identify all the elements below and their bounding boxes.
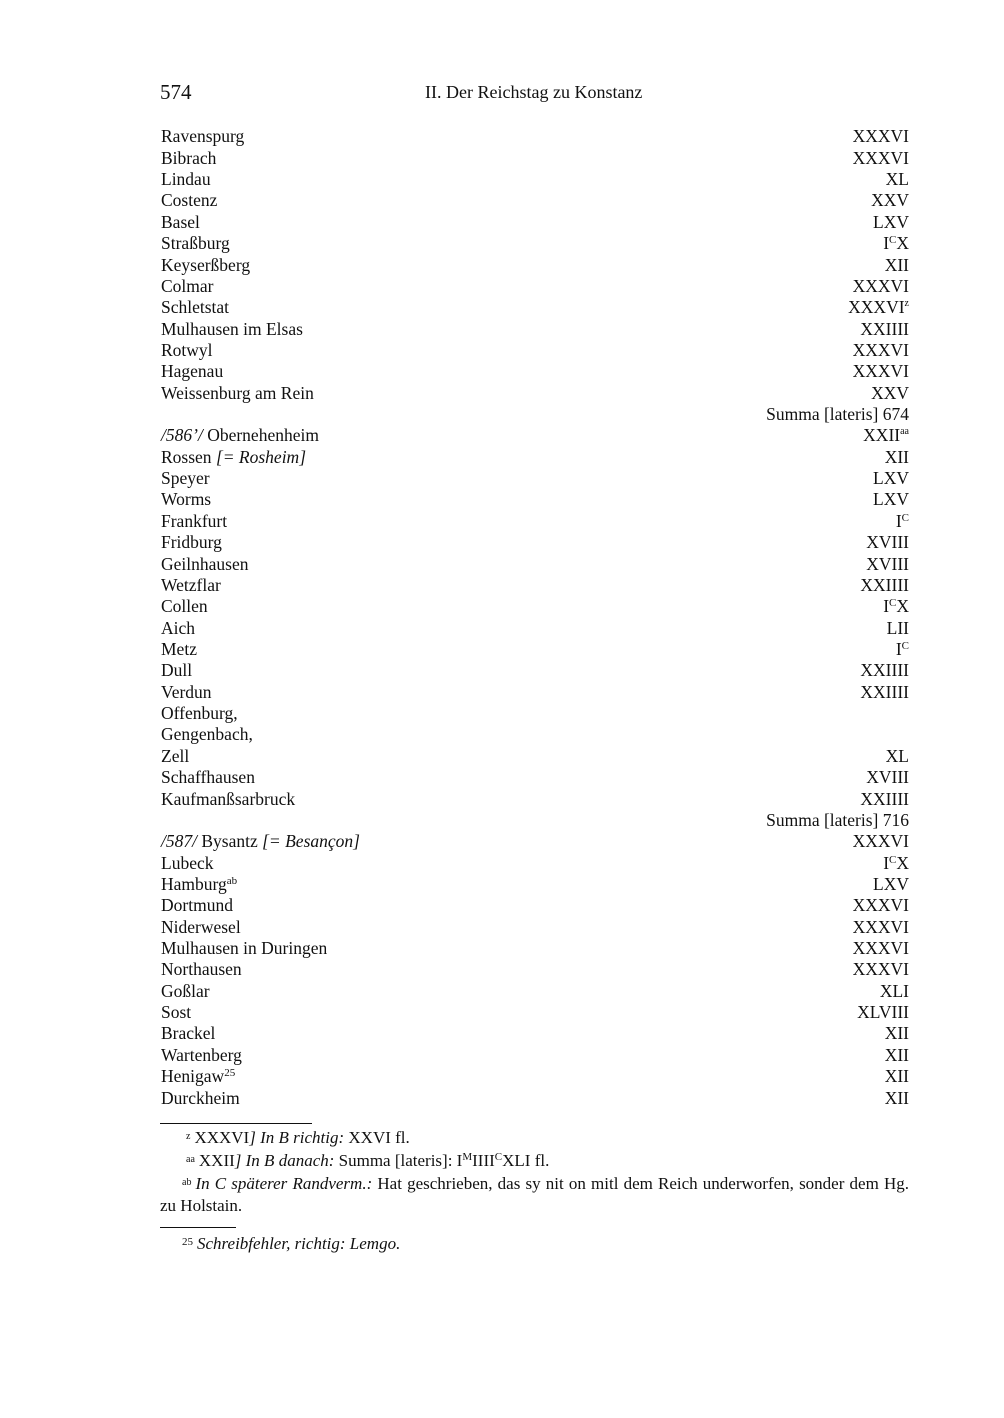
- place-name: [161, 703, 238, 724]
- table-row: [161, 425, 909, 446]
- place-text: Lubeck: [161, 852, 214, 873]
- amount-value: [853, 917, 909, 938]
- table-row: [161, 297, 909, 318]
- place-text: Rotwyl: [161, 339, 213, 360]
- amount-value: [885, 1088, 909, 1109]
- amount-text: LXV: [873, 468, 909, 489]
- table-row: [161, 489, 909, 510]
- amount-text: I: [883, 233, 890, 254]
- table-row: [161, 617, 909, 638]
- place-text: Niderwesel: [161, 916, 241, 937]
- place-text: Fridburg: [161, 532, 222, 553]
- table-row: [161, 169, 909, 190]
- summa-text: Summa [lateris] 674: [766, 404, 909, 425]
- amount-text: XXIIII: [860, 318, 909, 339]
- amount-text: XII: [884, 254, 909, 275]
- table-row: [161, 831, 909, 852]
- amount-text: XXXVI: [852, 916, 909, 937]
- amount-text: XXXVI: [852, 895, 909, 916]
- place-name: [161, 575, 221, 596]
- folio-ref: /587/: [161, 831, 197, 852]
- table-row: [161, 767, 909, 788]
- running-head: II. Der Reichstag zu Konstanz: [425, 82, 643, 102]
- place-name: [161, 831, 360, 852]
- table-row: [161, 361, 909, 382]
- amount-value: [886, 169, 909, 190]
- amount-text: LXV: [873, 211, 909, 232]
- page-number: 574: [160, 80, 192, 104]
- place-text: Goßlar: [161, 980, 210, 1001]
- place-text: Brackel: [161, 1023, 216, 1044]
- amount-sup: C: [889, 234, 897, 247]
- amount-text: XXIIII: [860, 574, 909, 595]
- place-text: Sost: [161, 1002, 192, 1023]
- amount-text: XXII: [863, 425, 901, 446]
- summa-row: [161, 810, 909, 831]
- place-text: Collen: [161, 596, 208, 617]
- place-name: [161, 724, 253, 745]
- place-name: [161, 959, 242, 980]
- amount-note-ref: z: [904, 298, 909, 310]
- place-text: Northausen: [161, 959, 242, 980]
- amount-value: [848, 297, 909, 318]
- place-name: [161, 1045, 242, 1066]
- amount-value: [863, 425, 909, 446]
- table-row: [161, 340, 909, 361]
- place-name: [161, 319, 303, 340]
- table-row: [161, 254, 909, 275]
- place-name: [161, 789, 295, 810]
- amount-value: [885, 1045, 909, 1066]
- amount-text: XXXVI: [852, 831, 909, 852]
- table-row: [161, 938, 909, 959]
- amount-value: [886, 746, 909, 767]
- amount-text: XVIII: [866, 553, 909, 574]
- place-name: [161, 596, 208, 617]
- place-text: Mulhausen in Duringen: [161, 938, 328, 959]
- amount-text: XXXVI: [852, 147, 909, 168]
- amount-text: I: [895, 510, 902, 531]
- table-row: [161, 1002, 909, 1023]
- place-text: Kaufmanßsarbruck: [161, 788, 296, 809]
- place-gloss: [= Rosheim]: [215, 446, 307, 467]
- amount-value: [860, 575, 909, 596]
- place-text: Basel: [161, 211, 200, 232]
- amount-value: [853, 276, 909, 297]
- place-text: Schaffhausen: [161, 767, 255, 788]
- amount-text: I: [883, 852, 890, 873]
- place-name: [161, 660, 192, 681]
- place-text: Rossen: [161, 446, 216, 467]
- place-text: Frankfurt: [161, 510, 228, 531]
- amount-value: [885, 447, 909, 468]
- amount-value: [860, 789, 909, 810]
- amount-text: LII: [886, 617, 909, 638]
- place-text: Costenz: [161, 190, 218, 211]
- place-text: Schletstat: [161, 297, 230, 318]
- amount-value: [873, 212, 909, 233]
- place-text: Obernehenheim: [202, 425, 319, 446]
- amount-text: XII: [884, 1087, 909, 1108]
- amount-value: [873, 489, 909, 510]
- place-name: [161, 917, 241, 938]
- amount-text: XXXVI: [852, 361, 909, 382]
- place-name: [161, 938, 327, 959]
- amount-value: [853, 340, 909, 361]
- place-name: [161, 767, 255, 788]
- amount-text: XXXVI: [852, 959, 909, 980]
- amount-text: XXXVI: [852, 126, 909, 147]
- table-row: [161, 1044, 909, 1065]
- place-name: [161, 618, 195, 639]
- place-text: Durckheim: [161, 1087, 240, 1108]
- table-row: [161, 959, 909, 980]
- amount-value: [883, 596, 909, 617]
- table-row: [161, 980, 909, 1001]
- amount-value: [871, 383, 909, 404]
- place-text: Wartenberg: [161, 1044, 242, 1065]
- note-aa: $^{aa}$ XXII] In B danach: Summa [lateris]: $I^MIIII^CXLI$ fl.: [186, 1151, 550, 1170]
- table-row: [161, 596, 909, 617]
- table-row: [161, 276, 909, 297]
- place-text: Metz: [161, 638, 197, 659]
- amount-value: [883, 853, 909, 874]
- amount-value: [873, 874, 909, 895]
- table-row: [161, 190, 909, 211]
- amount-value: [853, 361, 909, 382]
- amount-text: XII: [884, 1044, 909, 1065]
- place-name: [161, 1066, 235, 1087]
- amount-text: LXV: [873, 873, 909, 894]
- amount-value: [853, 831, 909, 852]
- table-row: [161, 1066, 909, 1087]
- amount-value: [853, 895, 909, 916]
- amount-text: I: [883, 596, 890, 617]
- place-name: [161, 447, 306, 468]
- amount-sup: C: [889, 853, 897, 866]
- table-row: [161, 660, 909, 681]
- amount-value: [853, 126, 909, 147]
- table-row: [161, 852, 909, 873]
- amount-sup: C: [901, 511, 909, 524]
- place-name: [161, 340, 213, 361]
- place-text: Mulhausen im Elsas: [161, 318, 303, 339]
- table-row: [161, 1023, 909, 1044]
- place-text: Keyserßberg: [161, 254, 251, 275]
- amount-text: XXV: [871, 190, 909, 211]
- amount-value: [860, 319, 909, 340]
- place-name: [161, 468, 210, 489]
- place-text: Wetzflar: [161, 574, 221, 595]
- amount-text: XXV: [871, 382, 909, 403]
- place-name: [161, 190, 217, 211]
- table-row: [161, 681, 909, 702]
- amount-text: XL: [885, 745, 909, 766]
- amount-value: [866, 767, 909, 788]
- place-name: [161, 383, 314, 404]
- table-row: [161, 724, 909, 745]
- place-text: Verdun: [161, 681, 212, 702]
- footnote-separator: [160, 1123, 312, 1124]
- place-text: Zell: [161, 745, 190, 766]
- amount-value: [857, 1002, 909, 1023]
- amount-text: XII: [884, 446, 909, 467]
- table-row: [161, 874, 909, 895]
- amount-text: XXXVI: [852, 275, 909, 296]
- place-text: Dull: [161, 660, 193, 681]
- place-text: Henigaw: [161, 1066, 225, 1087]
- place-name: [161, 1023, 215, 1044]
- table-row: [161, 233, 909, 254]
- place-name: [161, 148, 216, 169]
- amount-text: XXXVI: [848, 297, 905, 318]
- place-name: [161, 276, 214, 297]
- amount-note-ref: aa: [900, 426, 909, 438]
- table-row: [161, 468, 909, 489]
- place-name: [161, 1088, 240, 1109]
- amount-text: XVIII: [866, 532, 909, 553]
- amount-text: X: [896, 233, 909, 254]
- amount-sup: C: [889, 597, 897, 610]
- place-name: [161, 361, 223, 382]
- amount-value: [871, 190, 909, 211]
- place-text: Dortmund: [161, 895, 233, 916]
- place-text: Gengenbach,: [161, 724, 253, 745]
- place-name: [161, 489, 211, 510]
- note-ab: $^{ab}$ In C späterer Randverm.: Hat geschrieben, das sy nit on mitl dem Reich underworfen, sonder dem Hg. zu Holstain.: [160, 1174, 909, 1215]
- amount-value: [866, 554, 909, 575]
- amount-text: XXIIII: [860, 681, 909, 702]
- amount-text: LXV: [873, 489, 909, 510]
- amount-value: [887, 618, 909, 639]
- amount-value: [896, 511, 909, 532]
- tax-list-table: [161, 126, 909, 1109]
- place-name: [161, 895, 233, 916]
- amount-value: [853, 148, 909, 169]
- amount-text: X: [896, 596, 909, 617]
- note-z: $^z$ XXXVI] In B richtig: XXVI fl.: [186, 1128, 410, 1147]
- place-name: [161, 981, 210, 1002]
- amount-text: XII: [884, 1023, 909, 1044]
- place-text: Colmar: [161, 275, 214, 296]
- place-name: [161, 233, 230, 254]
- place-text: Speyer: [161, 468, 210, 489]
- amount-text: XL: [885, 169, 909, 190]
- place-text: Bibrach: [161, 147, 217, 168]
- place-gloss: [= Besançon]: [262, 831, 360, 852]
- place-text: Ravenspurg: [161, 126, 245, 147]
- footnote-separator-2: [160, 1227, 236, 1228]
- amount-sup: C: [901, 639, 909, 652]
- amount-text: XLVIII: [857, 1002, 909, 1023]
- place-name: [161, 682, 212, 703]
- amount-value: [885, 1066, 909, 1087]
- place-text: Weissenburg am Rein: [161, 382, 314, 403]
- amount-text: XVIII: [866, 767, 909, 788]
- place-text: Hagenau: [161, 361, 224, 382]
- place-text: Geilnhausen: [161, 553, 249, 574]
- place-text: Aich: [161, 617, 196, 638]
- footnote-25: $^{25}$ Schreibfehler, richtig: Lemgo.: [182, 1234, 401, 1253]
- place-note-ref: 25: [224, 1067, 236, 1080]
- table-row: [161, 211, 909, 232]
- amount-value: [885, 1023, 909, 1044]
- place-name: [161, 874, 237, 895]
- amount-text: XII: [884, 1066, 909, 1087]
- critical-apparatus: [160, 1126, 909, 1217]
- summa-row: [161, 404, 909, 425]
- place-name: [161, 255, 250, 276]
- amount-value: [885, 255, 909, 276]
- place-name: [161, 639, 197, 660]
- amount-value: [873, 468, 909, 489]
- table-row: [161, 916, 909, 937]
- place-name: [161, 511, 227, 532]
- table-row: [161, 532, 909, 553]
- table-row: [161, 318, 909, 339]
- table-row: [161, 446, 909, 467]
- amount-text: XLI: [879, 980, 909, 1001]
- amount-value: [853, 959, 909, 980]
- place-text: Bysantz: [196, 831, 263, 852]
- table-row: [161, 382, 909, 403]
- table-row: [161, 745, 909, 766]
- table-row: [161, 1087, 909, 1108]
- amount-value: [860, 682, 909, 703]
- amount-text: XXXVI: [852, 938, 909, 959]
- table-row: [161, 510, 909, 531]
- amount-value: [866, 532, 909, 553]
- amount-text: I: [895, 638, 902, 659]
- amount-text: X: [896, 852, 909, 873]
- table-row: [161, 895, 909, 916]
- summa-text: Summa [lateris] 716: [766, 809, 909, 830]
- amount-text: XXIIII: [860, 788, 909, 809]
- amount-text: XXIIII: [860, 660, 909, 681]
- folio-ref: /586’/: [161, 425, 203, 446]
- place-text: Worms: [161, 489, 212, 510]
- table-row: [161, 639, 909, 660]
- place-note-ref: ab: [226, 874, 238, 887]
- table-row: [161, 788, 909, 809]
- amount-value: [860, 660, 909, 681]
- table-row: [161, 575, 909, 596]
- amount-value: [880, 981, 909, 1002]
- place-name: [161, 425, 319, 446]
- amount-value: [883, 233, 909, 254]
- place-name: [161, 297, 229, 318]
- table-row: [161, 147, 909, 168]
- place-text: Straßburg: [161, 233, 230, 254]
- place-name: [161, 532, 222, 553]
- place-name: [161, 746, 189, 767]
- place-name: [161, 126, 244, 147]
- table-row: [161, 703, 909, 724]
- place-text: Hamburg: [161, 873, 227, 894]
- table-row: [161, 553, 909, 574]
- place-name: [161, 212, 200, 233]
- table-row: [161, 126, 909, 147]
- amount-text: XXXVI: [852, 339, 909, 360]
- place-text: Lindau: [161, 169, 211, 190]
- place-name: [161, 554, 248, 575]
- place-name: [161, 1002, 191, 1023]
- amount-value: [853, 938, 909, 959]
- amount-value: [896, 639, 909, 660]
- place-name: [161, 853, 213, 874]
- place-name: [161, 169, 211, 190]
- place-text: Offenburg,: [161, 703, 238, 724]
